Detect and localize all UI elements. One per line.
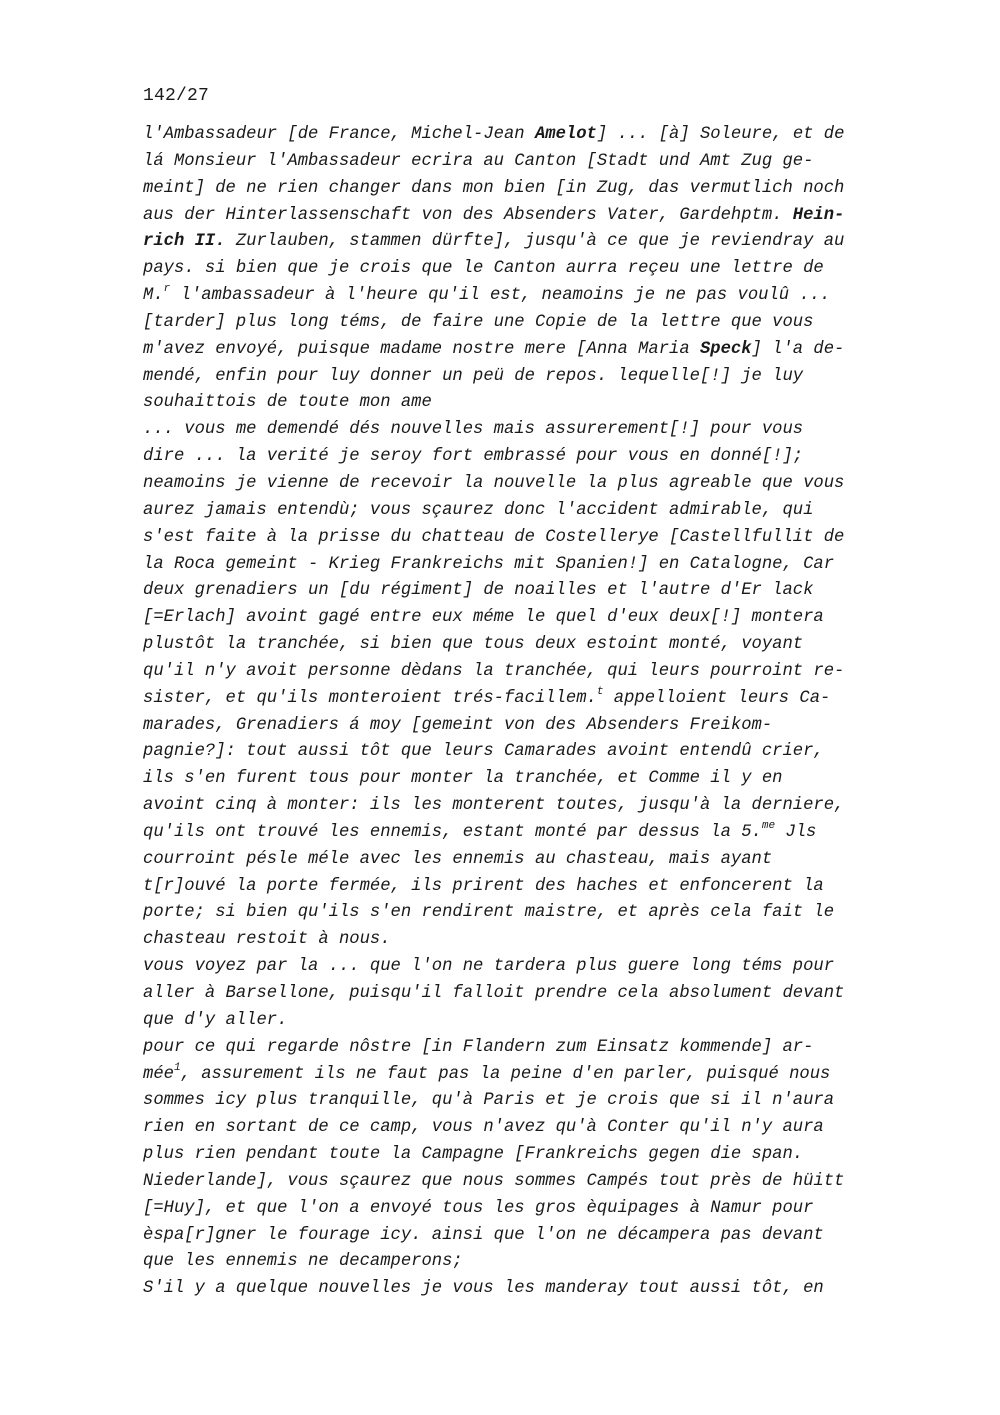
superscript-text: t bbox=[596, 685, 604, 698]
bold-name-text: Speck bbox=[699, 339, 752, 359]
text-line bbox=[143, 686, 903, 713]
text-segment: s'est faite à la prisse du chatteau de Costellerye [Castellfullit de bbox=[143, 527, 845, 547]
text-line bbox=[143, 954, 903, 981]
text-segment: avoint cinq à monter: ils les monterent toutes, jusqu'à la derniere, bbox=[143, 796, 845, 816]
text-line bbox=[143, 820, 903, 847]
text-segment: ... vous me demendé dés nouvelles mais assurerement[!] pour vous bbox=[143, 420, 804, 440]
text-segment: Niederlande], vous sçaurez que nous sommes Campés tout près de hüitt bbox=[143, 1171, 845, 1191]
text-segment: appelloient leurs Ca- bbox=[603, 688, 831, 708]
text-segment: chasteau restoit à nous. bbox=[143, 930, 391, 950]
text-segment: [=Erlach] avoint gagé entre eux méme le quel d'eux deux[!] montera bbox=[143, 608, 824, 628]
text-segment: la Roca gemeint - Krieg Frankreichs mit Spanien!] en Catalogne, Car bbox=[143, 554, 835, 574]
text-segment: , assurement ils ne faut pas la peine d'en parler, puisqué nous bbox=[180, 1064, 831, 1084]
text-segment: aurez jamais entendù; vous sçaurez donc l'accident admirable, qui bbox=[143, 500, 814, 520]
text-segment: aus der Hinterlassenschaft von des Absenders Vater, Gardehptm. bbox=[143, 205, 793, 225]
text-segment: t[r]ouvé la porte fermée, ils prirent des haches et enfoncerent la bbox=[143, 876, 824, 896]
text-line bbox=[143, 1196, 903, 1223]
text-line bbox=[143, 793, 903, 820]
text-line bbox=[143, 927, 903, 954]
text-segment: l'Ambassadeur [de France, Michel-Jean bbox=[143, 125, 535, 144]
text-line bbox=[143, 498, 903, 525]
text-line bbox=[143, 471, 903, 498]
text-line bbox=[143, 1062, 903, 1089]
text-line bbox=[143, 1115, 903, 1142]
text-segment: ] ... [à] Soleure, et de bbox=[596, 125, 845, 144]
text-segment: sister, et qu'ils monteroient trés-facillem. bbox=[143, 688, 597, 708]
text-segment: porte; si bien qu'ils s'en rendirent maistre, et après cela fait le bbox=[143, 903, 835, 923]
text-segment: meint] de ne rien changer dans mon bien [in Zug, das vermutlich noch bbox=[143, 178, 845, 198]
text-segment: courroint pésle méle avec les ennemis au chasteau, mais ayant bbox=[143, 849, 773, 869]
text-line bbox=[143, 739, 903, 766]
text-line bbox=[143, 1223, 903, 1250]
text-segment: lá Monsieur l'Ambassadeur ecrira au Canton [Stadt und Amt Zug ge- bbox=[143, 151, 814, 171]
text-segment: mée bbox=[143, 1064, 174, 1084]
text-segment: [tarder] plus long téms, de faire une Copie de la lettre que vous bbox=[143, 312, 814, 332]
letter-body-text bbox=[143, 122, 903, 1303]
text-line bbox=[143, 444, 903, 471]
text-line bbox=[143, 176, 903, 203]
text-line bbox=[143, 283, 903, 310]
text-segment: que les ennemis ne decamperons; bbox=[143, 1252, 463, 1272]
text-segment: sommes icy plus tranquille, qu'à Paris et je crois que si il n'aura bbox=[143, 1091, 835, 1111]
text-line bbox=[143, 713, 903, 740]
text-line bbox=[143, 874, 903, 901]
text-segment: souhaittois de toute mon ame bbox=[143, 393, 432, 413]
text-segment: que d'y aller. bbox=[143, 1010, 288, 1030]
text-line bbox=[143, 364, 903, 391]
text-line bbox=[143, 310, 903, 337]
text-line bbox=[143, 256, 903, 283]
text-line bbox=[143, 122, 903, 149]
text-line bbox=[143, 1035, 903, 1062]
text-segment: Jls bbox=[775, 822, 817, 842]
text-line bbox=[143, 632, 903, 659]
text-line bbox=[143, 390, 903, 417]
text-segment: plustôt la tranchée, si bien que tous deux estoint monté, voyant bbox=[143, 635, 804, 655]
text-segment: deux grenadiers un [du régiment] de noailles et l'autre d'Er lack bbox=[143, 581, 814, 601]
text-segment: qu'ils ont trouvé les ennemis, estant monté par dessus la 5. bbox=[143, 822, 762, 842]
text-line bbox=[143, 900, 903, 927]
text-line bbox=[143, 847, 903, 874]
text-line bbox=[143, 659, 903, 686]
text-segment: qu'il n'y avoit personne dèdans la tranchée, qui leurs pourroint re- bbox=[143, 661, 845, 681]
text-line bbox=[143, 203, 903, 230]
superscript-text: 1 bbox=[173, 1061, 181, 1074]
text-line bbox=[143, 1008, 903, 1035]
superscript-text: me bbox=[761, 820, 776, 833]
superscript-text: r bbox=[163, 283, 171, 296]
text-segment: mendé, enfin pour luy donner un peü de repos. lequelle[!] je luy bbox=[143, 366, 804, 386]
text-line bbox=[143, 1142, 903, 1169]
text-segment: pour ce qui regarde nôstre [in Flandern zum Einsatz kommende] ar- bbox=[143, 1037, 814, 1057]
text-segment: neamoins je vienne de recevoir la nouvelle la plus agreable que vous bbox=[143, 473, 845, 493]
text-segment: dire ... la verité je seroy fort embrassé pour vous en donné[!]; bbox=[143, 447, 804, 467]
page-number: 142/27 bbox=[143, 86, 210, 106]
text-segment: Zurlauben, stammen dürfte], jusqu'à ce que je reviendray au bbox=[225, 232, 845, 252]
text-segment: ] l'a de- bbox=[751, 339, 845, 359]
text-line bbox=[143, 1276, 903, 1303]
text-line bbox=[143, 552, 903, 579]
text-line bbox=[143, 981, 903, 1008]
bold-name-text: Amelot bbox=[534, 125, 597, 144]
text-segment: marades, Grenadiers á moy [gemeint von des Absenders Freikom- bbox=[143, 715, 773, 735]
text-segment: l'ambassadeur à l'heure qu'il est, neamoins je ne pas voulû ... bbox=[170, 286, 831, 306]
text-line bbox=[143, 766, 903, 793]
text-line bbox=[143, 1088, 903, 1115]
text-line bbox=[143, 229, 903, 256]
text-line bbox=[143, 417, 903, 444]
bold-name-text: Hein- bbox=[792, 205, 845, 225]
text-line bbox=[143, 525, 903, 552]
text-segment: [=Huy], et que l'on a envoyé tous les gros èquipages à Namur pour bbox=[143, 1198, 814, 1218]
text-segment: ils s'en furent tous pour monter la tranchée, et Comme il y en bbox=[143, 769, 783, 789]
text-line bbox=[143, 578, 903, 605]
text-segment: plus rien pendant toute la Campagne [Frankreichs gegen die span. bbox=[143, 1145, 804, 1165]
bold-name-text: rich II. bbox=[143, 232, 226, 252]
text-segment: èspa[r]gner le fourage icy. ainsi que l'on ne décampera pas devant bbox=[143, 1225, 824, 1245]
text-segment: M. bbox=[143, 286, 164, 306]
text-line bbox=[143, 1249, 903, 1276]
text-segment: pays. si bien que je crois que le Canton aurra reçeu une lettre de bbox=[143, 259, 824, 279]
text-line bbox=[143, 1169, 903, 1196]
text-segment: rien en sortant de ce camp, vous n'avez qu'à Conter qu'il n'y aura bbox=[143, 1118, 824, 1138]
text-segment: aller à Barsellone, puisqu'il falloit prendre cela absolument devant bbox=[143, 984, 845, 1003]
text-segment: S'il y a quelque nouvelles je vous les manderay tout aussi tôt, en bbox=[143, 1279, 824, 1299]
text-line bbox=[143, 149, 903, 176]
text-segment: m'avez envoyé, puisque madame nostre mere [Anna Maria bbox=[143, 339, 700, 359]
text-line bbox=[143, 605, 903, 632]
text-segment: pagnie?]: tout aussi tôt que leurs Camarades avoint entendû crier, bbox=[143, 742, 824, 762]
text-line bbox=[143, 337, 903, 364]
text-segment: vous voyez par la ... que l'on ne tardera plus guere long téms pour bbox=[143, 957, 835, 977]
